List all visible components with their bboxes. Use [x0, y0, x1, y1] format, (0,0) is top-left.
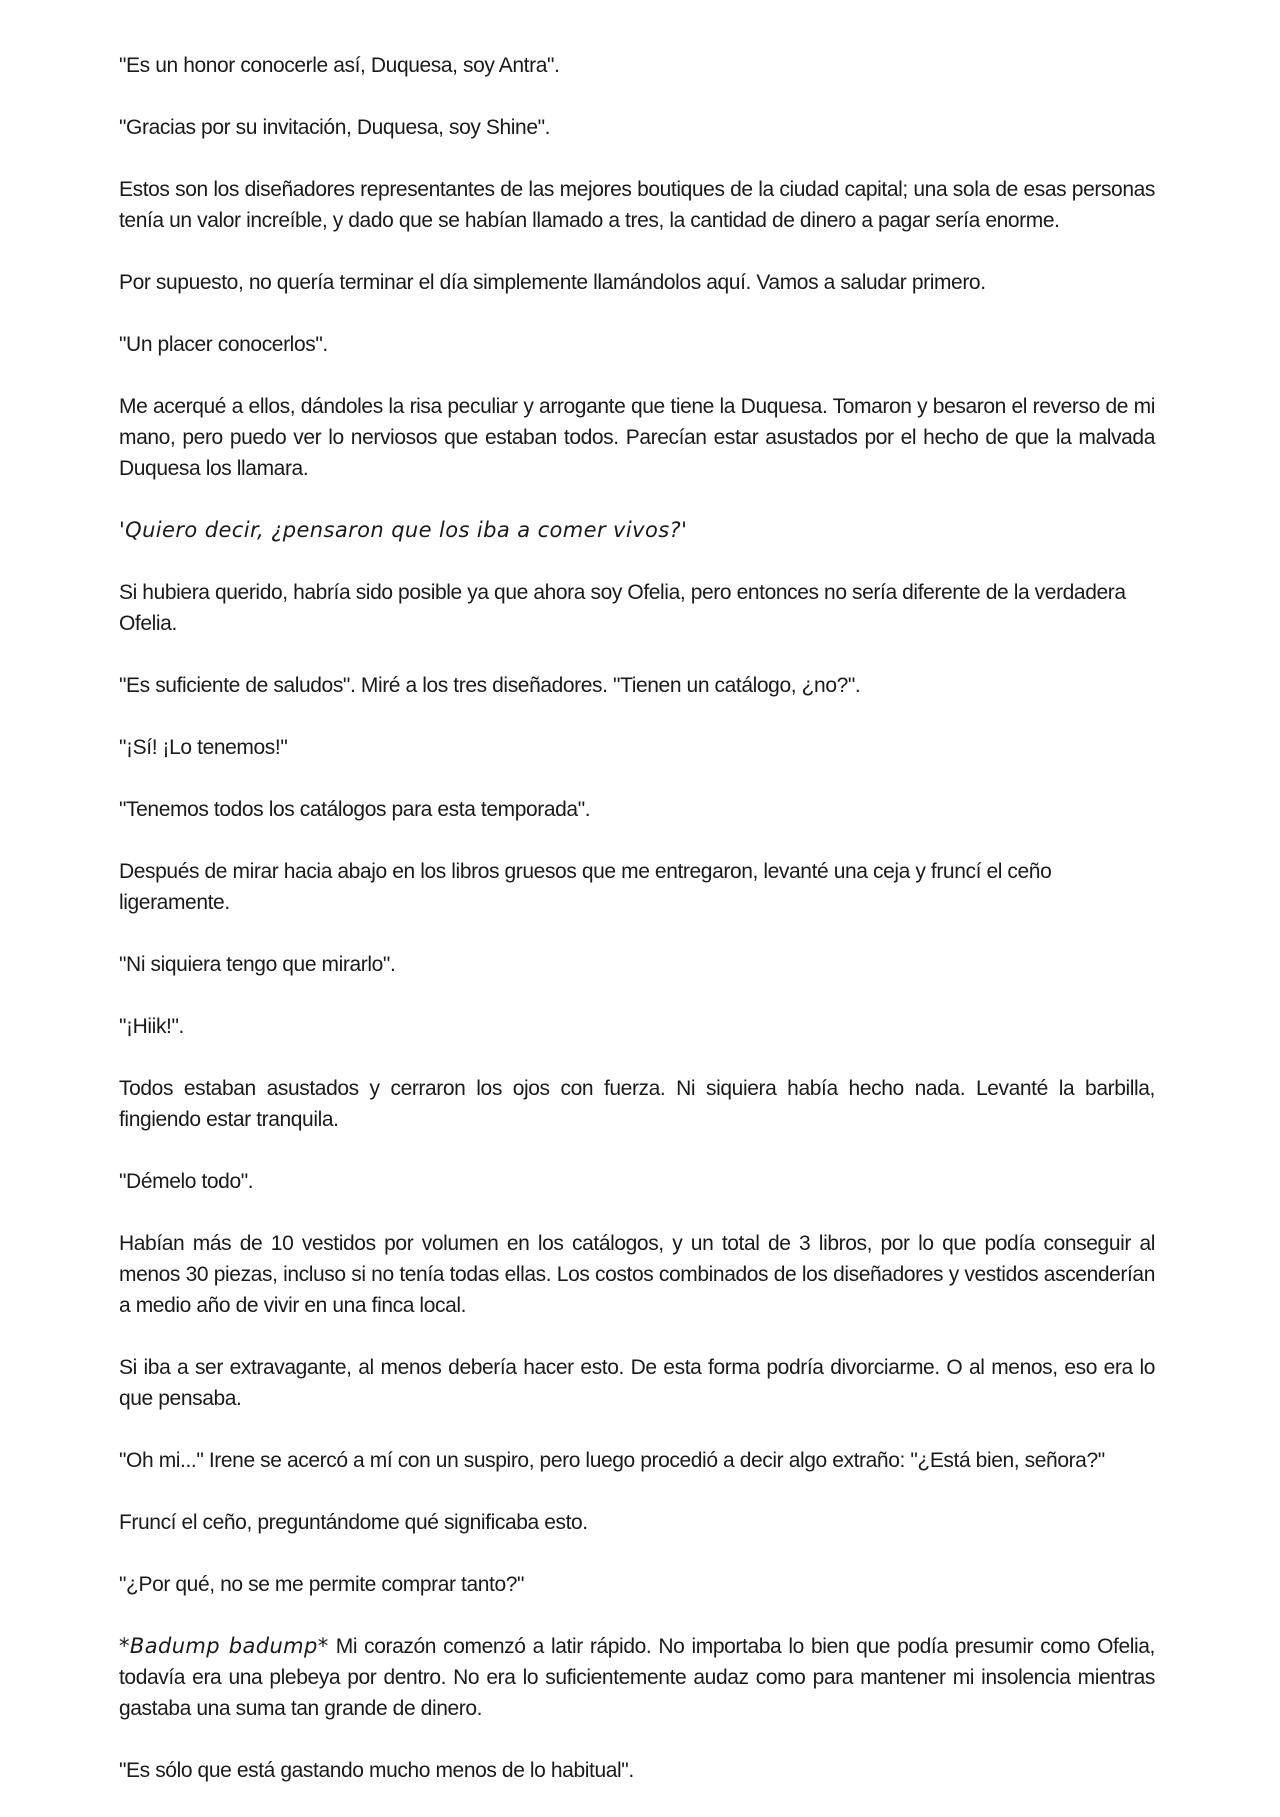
paragraph: Estos son los diseñadores representantes de las mejores boutiques de la ciudad capital; una sola de esas personas tenía un valor increíble, y dado que se habían llamado a tres, la cantidad de dinero a pagar sería enorme.	[119, 178, 1155, 232]
sfx-paragraph	[119, 1631, 1155, 1724]
paragraph: Habían más de 10 vestidos por volumen en los catálogos, y un total de 3 libros, por lo que podía conseguir al menos 30 piezas, incluso si no tenía todas ellas. Los costos combinados de los diseñadores y vestidos ascenderían a medio año de vivir en una finca local.	[119, 1232, 1155, 1317]
sfx-paragraph-body: Mi corazón comenzó a latir rápido. No importaba lo bien que podía presumir como Ofelia, todavía era una plebeya por dentro. No era lo suficientemente audaz como para mantener mi insolencia mientras gastaba una suma tan grande de dinero.	[119, 1635, 1155, 1720]
paragraph: "¡Hiik!".	[119, 1015, 184, 1038]
paragraph: Después de mirar hacia abajo en los libros gruesos que me entregaron, levanté una ceja y fruncí el ceño ligeramente.	[119, 860, 1052, 914]
paragraph: Todos estaban asustados y cerraron los ojos con fuerza. Ni siquiera había hecho nada. Levanté la barbilla, fingiendo estar tranquila.	[119, 1077, 1155, 1131]
sound-effect-text: *Badump badump*	[119, 1634, 329, 1658]
paragraph: "Un placer conocerlos".	[119, 333, 328, 356]
paragraph: Fruncí el ceño, preguntándome qué significaba esto.	[119, 1511, 588, 1534]
paragraph: "Oh mi..." Irene se acercó a mí con un suspiro, pero luego procedió a decir algo extraño: "¿Está bien, señora?"	[119, 1449, 1105, 1472]
paragraph: "Démelo todo".	[119, 1170, 254, 1193]
paragraph: Si iba a ser extravagante, al menos debería hacer esto. De esta forma podría divorciarme. O al menos, eso era lo que pensaba.	[119, 1356, 1155, 1410]
paragraph: Por supuesto, no quería terminar el día simplemente llamándolos aquí. Vamos a saludar primero.	[119, 271, 986, 294]
paragraph: "Es un honor conocerle así, Duquesa, soy Antra".	[119, 54, 560, 77]
paragraph: Si hubiera querido, habría sido posible ya que ahora soy Ofelia, pero entonces no sería diferente de la verdadera Ofelia.	[119, 581, 1126, 635]
paragraph: "Es sólo que está gastando mucho menos de lo habitual".	[119, 1759, 634, 1782]
paragraph: "¿Por qué, no se me permite comprar tanto?"	[119, 1573, 525, 1596]
paragraph: "¡Sí! ¡Lo tenemos!"	[119, 736, 288, 759]
paragraph: "Gracias por su invitación, Duquesa, soy Shine".	[119, 116, 551, 139]
paragraph: "Es suficiente de saludos". Miré a los tres diseñadores. "Tienen un catálogo, ¿no?".	[119, 674, 861, 697]
text-column	[119, 50, 1155, 1817]
inner-thought-paragraph: 'Quiero decir, ¿pensaron que los iba a comer vivos?'	[119, 518, 688, 542]
paragraph: Me acerqué a ellos, dándoles la risa peculiar y arrogante que tiene la Duquesa. Tomaron y besaron el reverso de mi mano, pero puedo ver lo nerviosos que estaban todos. Parecían estar asustados por el hecho de que la malvada Duquesa los llamara.	[119, 395, 1155, 480]
paragraph: "Tenemos todos los catálogos para esta temporada".	[119, 798, 591, 821]
paragraph: "Ni siquiera tengo que mirarlo".	[119, 953, 396, 976]
